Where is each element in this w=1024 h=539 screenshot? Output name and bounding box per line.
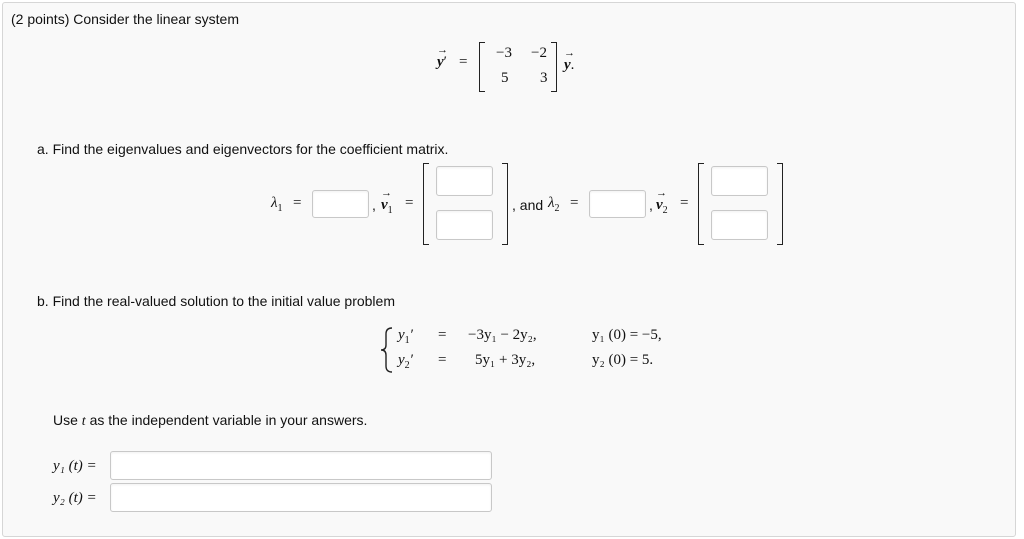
ivp-lhs: $y_2'$: [398, 352, 413, 371]
ivp-initial-condition: y₂ (0) = 5.: [592, 352, 654, 368]
ivp-initial-condition: y₁ (0) = −5,: [592, 327, 662, 343]
lambda1-label: $\lambda_1$: [271, 195, 283, 214]
y2-answer-input[interactable]: [110, 483, 492, 512]
v2-label: → $v_2$: [656, 197, 668, 216]
equals-sign: =: [680, 195, 689, 211]
y1-answer-label: y₁ (t) =: [53, 458, 97, 474]
matrix-cell: −3: [496, 45, 512, 61]
part-a-label: a. Find the eigenvalues and eigenvectors for the coefficient matrix.: [37, 141, 449, 157]
v2-bottom-input[interactable]: [711, 210, 768, 240]
ivp-lhs: $y_1'$: [398, 327, 413, 346]
y1-answer-input[interactable]: [110, 451, 492, 480]
y2-answer-label: y₂ (t) =: [53, 490, 97, 506]
v2-right-bracket: [777, 163, 783, 245]
matrix-right-bracket: [551, 42, 557, 92]
equals-sign: =: [570, 195, 579, 211]
v2-top-input[interactable]: [711, 166, 768, 196]
equals-sign: =: [405, 195, 414, 211]
v1-bottom-input[interactable]: [436, 210, 493, 240]
lambda1-input[interactable]: [312, 190, 369, 218]
v2-left-bracket: [698, 163, 704, 245]
v1-top-input[interactable]: [436, 166, 493, 196]
y-vector-symbol: → y: [564, 57, 571, 74]
matrix-left-bracket: [479, 42, 485, 92]
v1-right-bracket: [502, 163, 508, 245]
v1-label: → $v_1$: [381, 197, 393, 216]
matrix-cell: 3: [540, 70, 548, 86]
ivp-equals: =: [438, 327, 447, 343]
lambda2-input[interactable]: [589, 190, 646, 218]
ivp-equals: =: [438, 352, 447, 368]
comma: ,: [372, 197, 376, 213]
equals-sign: =: [293, 195, 302, 211]
matrix-cell: −2: [531, 45, 547, 61]
problem-intro: (2 points) Consider the linear system: [11, 11, 239, 27]
ivp-rhs: 5y₁ + 3y₂,: [475, 352, 536, 368]
matrix-cell: 5: [501, 70, 509, 86]
ivp-rhs: −3y₁ − 2y₂,: [468, 327, 537, 343]
y-vector-symbol: → y: [437, 54, 444, 71]
equals-sign: =: [459, 54, 468, 70]
variable-note: Use t as the independent variable in your answers.: [53, 412, 368, 429]
comma: ,: [649, 197, 653, 213]
part-b-label: b. Find the real-valued solution to the initial value problem: [37, 293, 395, 309]
and-label: , and: [512, 197, 544, 213]
left-brace: [380, 327, 394, 373]
lambda2-label: $\lambda_2$: [548, 195, 560, 214]
v1-left-bracket: [423, 163, 429, 245]
